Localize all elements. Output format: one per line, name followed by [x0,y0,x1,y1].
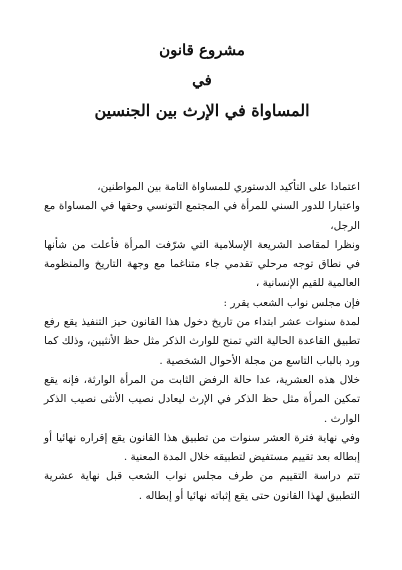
document-title [44,40,360,122]
title-line-3: المساواة في الإرث بين الجنسين [94,101,310,120]
title-line-1: مشروع قانون [159,41,245,59]
paragraph-5: لمدة سنوات عشر ابتداء من تاريخ دخول هذا القانون حيز التنفيذ يقع رفع تطبيق القاعدة الحالية التي تمنح للوارث الذكر مثل حظ الأنثيين، وذلك كما ورد بالباب التاسع من مجلة الأحوال الشخصية . [44,316,360,367]
paragraph-2: واعتبارا للدور السني للمرأة في المجتمع التونسي وحقها في المساواة مع الرجل، [44,200,360,232]
document-body [44,178,360,506]
paragraph-8: تتم دراسة التقييم من طرف مجلس نواب الشعب قبل نهاية عشرية التطبيق لهذا القانون حتى يقع إثباته نهائيا أو إبطاله . [44,470,360,502]
title-line-2: في [192,71,212,89]
paragraph-6: خلال هذه العشرية، عدا حالة الرفض الثابت من المرأة الوارثة، فإنه يقع تمكين المرأة مثل حظ الذكر في الإرث ليعادل نصيب الأنثى نصيب الذكر الوارث . [44,373,360,425]
paragraph-1: اعتمادا على التأكيد الدستوري للمساواة التامة بين المواطنين، [97,181,360,193]
paragraph-4: فإن مجلس نواب الشعب يقرر : [223,296,360,309]
paragraph-7: وفي نهاية فترة العشر سنوات من تطبيق هذا القانون يقع إقراره نهائيا أو إبطاله بعد تقييم مستفيض لتطبيقه خلال المدة المعنية . [44,431,360,464]
paragraph-3: ونظرا لمقاصد الشريعة الإسلامية التي شرّفت المرأة فأعلت من شأنها في نطاق توجه مرحلي تقدمي جاء متناغما مع وجهة التاريخ والمنظومة العالمية للقيم الإنسانية ، [44,238,360,290]
